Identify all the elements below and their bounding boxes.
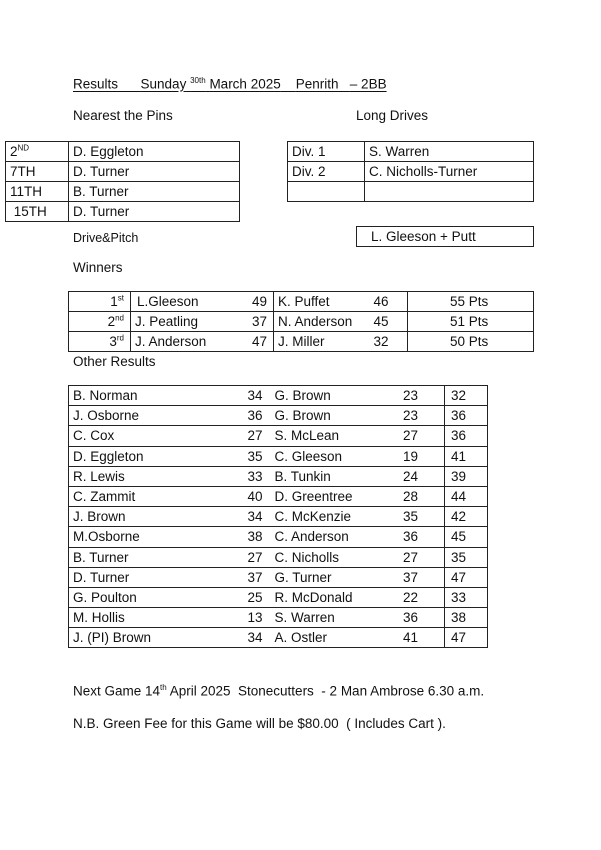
table-row — [288, 162, 534, 182]
result-player-1: G. Poulton — [69, 587, 219, 607]
place-suffix: nd — [115, 313, 124, 323]
result-total: 45 — [445, 527, 488, 547]
result-score-1: 35 — [219, 446, 269, 466]
place-number: 2 — [107, 314, 116, 329]
place-number: 1 — [110, 294, 118, 309]
nearest-pin-name: D. Turner — [69, 202, 240, 222]
result-total: 41 — [445, 446, 488, 466]
result-score-2: 24 — [381, 466, 445, 486]
result-player-2: G. Brown — [269, 406, 381, 426]
result-score-2: 28 — [381, 486, 445, 506]
result-score-1: 34 — [219, 628, 269, 648]
results-format: – 2BB — [349, 76, 387, 92]
result-player-2: C. Anderson — [269, 527, 381, 547]
winner-player-1: J. Peatling — [131, 312, 237, 332]
result-player-1: R. Lewis — [69, 466, 219, 486]
result-player-1: J. (PI) Brown — [69, 628, 219, 648]
winner-total: 50 Pts — [408, 332, 534, 352]
result-player-2: G. Turner — [269, 567, 381, 587]
result-player-1: M. Hollis — [69, 608, 219, 628]
winner-place — [69, 312, 131, 332]
hole-suffix: ND — [17, 143, 30, 153]
other-results-table — [68, 385, 488, 648]
hole-label: 2 — [10, 144, 18, 159]
table-row — [69, 332, 534, 352]
winner-score-1: 47 — [237, 332, 274, 352]
table-row — [69, 292, 534, 312]
table-row — [6, 142, 240, 162]
winner-score-2: 45 — [370, 312, 408, 332]
results-date-suffix: th — [199, 76, 206, 85]
winner-score-1: 49 — [237, 292, 274, 312]
result-total: 39 — [445, 466, 488, 486]
result-score-1: 33 — [219, 466, 269, 486]
result-score-1: 27 — [219, 547, 269, 567]
table-row — [357, 227, 534, 247]
table-row — [69, 527, 488, 547]
table-row — [69, 608, 488, 628]
result-player-2: C. McKenzie — [269, 507, 381, 527]
next-game-line — [73, 684, 484, 698]
result-total: 36 — [445, 426, 488, 446]
nearest-pin-hole — [6, 142, 69, 162]
results-label: Results — [73, 76, 119, 92]
table-row — [69, 312, 534, 332]
winner-player-2: N. Anderson — [274, 312, 370, 332]
table-row — [6, 162, 240, 182]
result-score-1: 40 — [219, 486, 269, 506]
next-game-rest: April 2025 Stonecutters - 2 Man Ambrose 6.30 a.m. — [166, 683, 485, 699]
result-score-2: 35 — [381, 507, 445, 527]
result-score-2: 23 — [381, 406, 445, 426]
result-player-1: B. Turner — [69, 547, 219, 567]
long-drive-division: Div. 1 — [288, 142, 365, 162]
result-total: 33 — [445, 587, 488, 607]
result-player-2: D. Greentree — [269, 486, 381, 506]
table-row — [288, 182, 534, 202]
result-player-2: S. McLean — [269, 426, 381, 446]
long-drive-division — [288, 182, 365, 202]
result-score-2: 36 — [381, 608, 445, 628]
table-row — [69, 446, 488, 466]
result-score-1: 25 — [219, 587, 269, 607]
table-row — [288, 142, 534, 162]
table-row — [69, 507, 488, 527]
table-row — [69, 406, 488, 426]
winner-place — [69, 292, 131, 312]
other-results-heading: Other Results — [73, 354, 156, 369]
result-score-1: 13 — [219, 608, 269, 628]
result-total: 38 — [445, 608, 488, 628]
result-total: 42 — [445, 507, 488, 527]
result-total: 36 — [445, 406, 488, 426]
result-player-2: A. Ostler — [269, 628, 381, 648]
result-score-2: 22 — [381, 587, 445, 607]
table-row — [69, 426, 488, 446]
result-total: 47 — [445, 567, 488, 587]
result-player-1: C. Zammit — [69, 486, 219, 506]
result-player-2: S. Warren — [269, 608, 381, 628]
long-drives-heading: Long Drives — [356, 108, 429, 123]
winner-score-2: 46 — [370, 292, 408, 312]
winner-player-2: K. Puffet — [274, 292, 370, 312]
nearest-pin-hole: 7TH — [6, 162, 69, 182]
table-row — [69, 547, 488, 567]
result-player-2: C. Nicholls — [269, 547, 381, 567]
result-score-2: 23 — [381, 386, 445, 406]
result-player-1: M.Osborne — [69, 527, 219, 547]
result-score-2: 27 — [381, 426, 445, 446]
results-venue: Penrith — [295, 76, 339, 92]
result-score-1: 37 — [219, 567, 269, 587]
winners-heading: Winners — [73, 260, 123, 275]
other-results-body — [69, 386, 488, 648]
result-player-2: G. Brown — [269, 386, 381, 406]
result-score-2: 36 — [381, 527, 445, 547]
result-total: 35 — [445, 547, 488, 567]
green-fee-note: N.B. Green Fee for this Game will be $80.00 ( Includes Cart ). — [73, 716, 446, 731]
result-player-1: B. Norman — [69, 386, 219, 406]
results-day: Sunday — [140, 76, 187, 92]
drive-pitch-winner: L. Gleeson + Putt — [357, 227, 534, 247]
nearest-pin-name: D. Turner — [69, 162, 240, 182]
table-row — [69, 567, 488, 587]
nearest-pin-name: B. Turner — [69, 182, 240, 202]
result-player-2: R. McDonald — [269, 587, 381, 607]
result-score-2: 27 — [381, 547, 445, 567]
winner-total: 55 Pts — [408, 292, 534, 312]
result-player-1: J. Osborne — [69, 406, 219, 426]
winner-place — [69, 332, 131, 352]
result-total: 32 — [445, 386, 488, 406]
result-player-1: J. Brown — [69, 507, 219, 527]
result-score-2: 37 — [381, 567, 445, 587]
winner-score-2: 32 — [370, 332, 408, 352]
result-total: 47 — [445, 628, 488, 648]
winner-player-2: J. Miller — [274, 332, 370, 352]
winner-player-1: L.Gleeson — [131, 292, 237, 312]
nearest-pins-heading: Nearest the Pins — [73, 108, 173, 123]
table-row — [69, 587, 488, 607]
table-row — [6, 202, 240, 222]
result-score-2: 19 — [381, 446, 445, 466]
drive-pitch-label: Drive&Pitch — [73, 231, 139, 245]
result-score-2: 41 — [381, 628, 445, 648]
place-suffix: rd — [116, 333, 124, 343]
result-score-1: 38 — [219, 527, 269, 547]
result-score-1: 34 — [219, 386, 269, 406]
result-player-2: C. Gleeson — [269, 446, 381, 466]
results-title — [73, 77, 387, 91]
drive-pitch-box — [356, 226, 534, 247]
table-row — [69, 628, 488, 648]
table-row — [69, 386, 488, 406]
table-row — [69, 486, 488, 506]
long-drive-name — [365, 182, 534, 202]
result-player-1: D. Turner — [69, 567, 219, 587]
winner-total: 51 Pts — [408, 312, 534, 332]
long-drive-name: C. Nicholls-Turner — [365, 162, 534, 182]
result-player-1: C. Cox — [69, 426, 219, 446]
nearest-pin-name: D. Eggleton — [69, 142, 240, 162]
result-player-2: B. Tunkin — [269, 466, 381, 486]
table-row — [69, 466, 488, 486]
place-suffix: st — [117, 293, 124, 303]
winner-player-1: J. Anderson — [131, 332, 237, 352]
result-score-1: 34 — [219, 507, 269, 527]
table-row — [6, 182, 240, 202]
result-score-1: 27 — [219, 426, 269, 446]
result-total: 44 — [445, 486, 488, 506]
nearest-pins-table — [5, 141, 240, 222]
place-number: 3 — [109, 334, 117, 349]
winners-table — [68, 291, 534, 352]
nearest-pin-hole: 15TH — [6, 202, 69, 222]
winner-score-1: 37 — [237, 312, 274, 332]
result-score-1: 36 — [219, 406, 269, 426]
next-game-prefix: Next Game 14 — [73, 683, 161, 699]
long-drive-division: Div. 2 — [288, 162, 365, 182]
result-player-1: D. Eggleton — [69, 446, 219, 466]
long-drive-name: S. Warren — [365, 142, 534, 162]
next-game-suffix: th — [160, 683, 167, 692]
results-date-day: 30 — [190, 76, 199, 85]
results-date-rest: March 2025 — [209, 76, 281, 92]
nearest-pin-hole: 11TH — [6, 182, 69, 202]
long-drives-table — [287, 141, 534, 202]
